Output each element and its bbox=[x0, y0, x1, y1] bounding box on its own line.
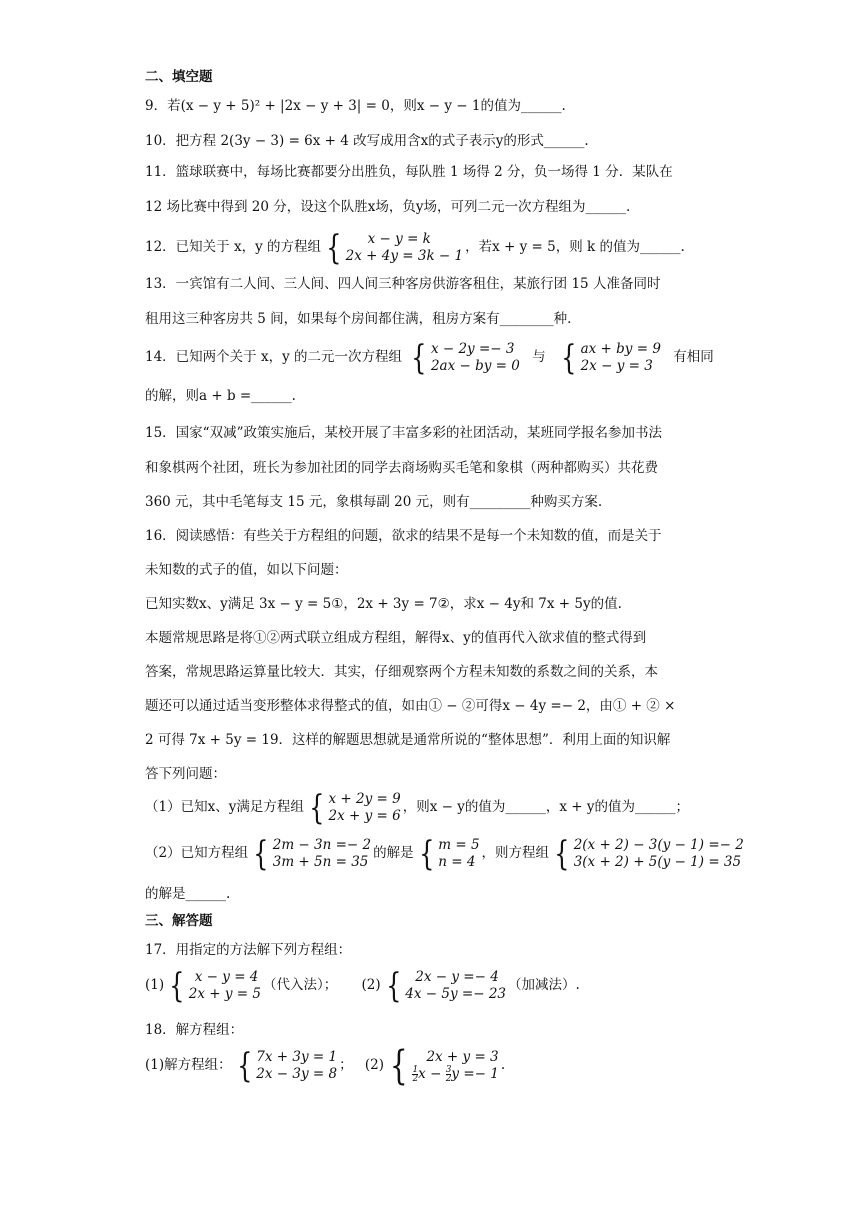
q17-label-1: (1) bbox=[145, 977, 165, 993]
q16-p2-sol1: m = 5 bbox=[438, 836, 480, 853]
question-11-line-1: 11．篮球联赛中，每场比赛都要分出胜负，每队胜 1 场得 2 分，负一场得 1 分．某队在 bbox=[145, 164, 673, 180]
q12-suffix: ，若x + y = 5，则 k 的值为______. bbox=[465, 239, 685, 255]
q16-p2-prefix: （2）已知方程组 bbox=[145, 845, 249, 861]
question-16-line-8: 答下列问题： bbox=[145, 766, 226, 782]
q16-p2-system-1: { 2m − 3n =− 2 3m + 5n = 35 bbox=[253, 833, 372, 874]
q12-eq2: 2x + 4y = 3k − 1 bbox=[345, 247, 464, 264]
q17-system-1: { x − y = 4 2x + y = 5 bbox=[169, 965, 261, 1006]
question-16-line-6: 题还可以通过适当变形整体求得整式的值，如由① − ②可得x − 4y =− 2，由① + ② × bbox=[145, 698, 676, 714]
question-18-parts bbox=[145, 1042, 506, 1089]
q18-end: . bbox=[500, 1057, 506, 1073]
question-17-parts bbox=[145, 965, 580, 1006]
q16-p1-system: { x + 2y = 9 2x + y = 6 bbox=[309, 787, 401, 828]
q18-a-eq1: 7x + 3y = 1 bbox=[256, 1049, 338, 1065]
question-16-line-1: 16．阅读感悟：有些关于方程组的问题，欲求的结果不是每一个未知数的值，而是关于 bbox=[145, 528, 662, 544]
q18-b-eq1: 2x + y = 3 bbox=[426, 1048, 499, 1065]
q14-and: 与 bbox=[532, 349, 546, 365]
question-14-line-1 bbox=[145, 337, 714, 378]
question-16-line-5: 答案，常规思路运算量比较大．其实，仔细观察两个方程未知数的系数之间的关系，本 bbox=[145, 664, 658, 680]
q17-a-eq2: 2x + y = 5 bbox=[188, 985, 261, 1002]
question-16-line-7: 2 可得 7x + 5y = 19．这样的解题思想就是通常所说的“整体思想”．利用上面的知识解 bbox=[145, 732, 671, 748]
q17-label-2: (2) bbox=[361, 977, 381, 993]
q16-p2-mid-1: 的解是 bbox=[373, 845, 414, 861]
q12-prefix: 12．已知关于 x，y 的方程组 bbox=[145, 239, 322, 255]
q17-a-eq1: x − y = 4 bbox=[194, 968, 259, 985]
question-15-line-1: 15．国家“双减”政策实施后，某校开展了丰富多彩的社团活动，某班同学报名参加书法 bbox=[145, 425, 662, 441]
section-fill-in-title: 二、填空题 bbox=[145, 69, 213, 85]
q14-b-eq2: 2x − y = 3 bbox=[580, 357, 653, 374]
q16-p2-sol2: n = 4 bbox=[438, 853, 476, 870]
question-16-part-2 bbox=[145, 833, 746, 874]
q16-p2-mid-2: ，则方程组 bbox=[481, 845, 550, 861]
q16-p2-eq1: 2m − 3n =− 2 bbox=[272, 836, 372, 853]
q16-p2-eq2: 3m + 5n = 35 bbox=[272, 853, 369, 870]
q14-a-eq2: 2ax − by = 0 bbox=[430, 357, 520, 374]
q12-eq1: x − y = k bbox=[367, 230, 431, 247]
q14-a-eq1: x − 2y =− 3 bbox=[430, 340, 515, 357]
question-15-line-2: 和象棋两个社团，班长为参加社团的同学去商场购买毛笔和象棋（两种都购买）共花费 bbox=[145, 460, 658, 476]
q12-system: { x − y = k 2x + 4y = 3k − 1 bbox=[326, 227, 464, 268]
question-16-line-4: 本题常规思路是将①②两式联立组成方程组，解得x、y的值再代入欲求值的整式得到 bbox=[145, 630, 647, 646]
question-14-line-2: 的解，则a + b =______. bbox=[145, 388, 296, 404]
q18-system-1: { 7x + 3y = 1 2x − 3y = 8 bbox=[236, 1046, 338, 1086]
q18-separator: ； bbox=[339, 1057, 353, 1073]
question-13-line-1: 13．一宾馆有二人间、三人间、四人间三种客房供游客租住，某旅行团 15 人准备同时 bbox=[145, 276, 661, 292]
q18-a-eq2: 2x − 3y = 8 bbox=[256, 1066, 338, 1082]
question-16-part-1 bbox=[145, 787, 689, 828]
question-16-part-2-line-2: 的解是______. bbox=[145, 886, 231, 902]
q16-p2-f1: 2(x + 2) − 3(y − 1) =− 2 bbox=[573, 836, 744, 853]
q16-p2-solution: { m = 5 n = 4 bbox=[418, 833, 480, 874]
q18-b-eq2: $\frac{1}{2}$ x − $\frac{3}{2}$ y =− 1 bbox=[412, 1064, 499, 1084]
section-answer-title: 三、解答题 bbox=[145, 913, 213, 929]
q14-suffix: 有相同 bbox=[673, 349, 714, 365]
q14-system-a: { x − 2y =− 3 2ax − by = 0 bbox=[411, 337, 520, 378]
question-11-line-2: 12 场比赛中得到 20 分，设这个队胜x场，负y场，可列二元一次方程组为______. bbox=[145, 199, 631, 215]
q14-b-eq1: ax + by = 9 bbox=[580, 340, 661, 357]
q17-method-1: （代入法）； bbox=[262, 977, 338, 993]
q14-prefix: 14．已知两个关于 x，y 的二元一次方程组 bbox=[145, 349, 403, 365]
q16-p2-system-2: { 2(x + 2) − 3(y − 1) =− 2 3(x + 2) + 5(y − 1) = 35 bbox=[554, 833, 744, 874]
q17-system-2: { 2x − y =− 4 4x − 5y =− 23 bbox=[385, 965, 506, 1006]
q17-b-eq2: 4x − 5y =− 23 bbox=[405, 985, 506, 1002]
question-10: 10．把方程 2(3y − 3) = 6x + 4 改写成用含x的式子表示y的形式______. bbox=[145, 133, 589, 149]
q18-frac-2: $\frac{3}{2}$ bbox=[445, 1064, 452, 1084]
q17-method-2: （加减法）. bbox=[508, 977, 580, 993]
question-12 bbox=[145, 227, 685, 268]
q18-label-2: (2) bbox=[364, 1057, 384, 1073]
question-16-line-3: 已知实数x、y满足 3x − y = 5①，2x + 3y = 7②，求x − 4y和 7x + 5y的值. bbox=[145, 596, 622, 612]
question-18-title: 18．解方程组： bbox=[145, 1022, 244, 1038]
q16-p1-eq1: x + 2y = 9 bbox=[328, 790, 401, 807]
q17-b-eq1: 2x − y =− 4 bbox=[415, 968, 499, 985]
q18-system-2: { 2x + y = 3 $\frac{1}{2}$ x − $\frac{3}{2}$ y =− 1 bbox=[389, 1042, 499, 1089]
question-15-line-3: 360 元，其中毛笔每支 15 元，象棋每副 20 元，则有_________种购买方案. bbox=[145, 494, 603, 510]
q16-p1-eq2: 2x + y = 6 bbox=[328, 807, 401, 824]
question-9: 9．若(x − y + 5)² + |2x − y + 3| = 0，则x − y − 1的值为______. bbox=[145, 98, 566, 114]
q14-system-b: { ax + by = 9 2x − y = 3 bbox=[561, 337, 661, 378]
q16-p2-f2: 3(x + 2) + 5(y − 1) = 35 bbox=[573, 853, 742, 870]
question-17-title: 17．用指定的方法解下列方程组： bbox=[145, 942, 352, 958]
question-16-line-2: 未知数的式子的值，如以下问题： bbox=[145, 562, 348, 578]
q16-p1-prefix: （1）已知x、y满足方程组 bbox=[145, 799, 304, 815]
q18-frac-1: $\frac{1}{2}$ bbox=[412, 1064, 419, 1084]
question-13-line-2: 租用这三种客房共 5 间，如果每个房间都住满，租房方案有________种. bbox=[145, 311, 572, 327]
q18-label-1: (1)解方程组： bbox=[145, 1057, 232, 1073]
q16-p1-suffix: ，则x − y的值为______，x + y的值为______； bbox=[402, 799, 689, 815]
